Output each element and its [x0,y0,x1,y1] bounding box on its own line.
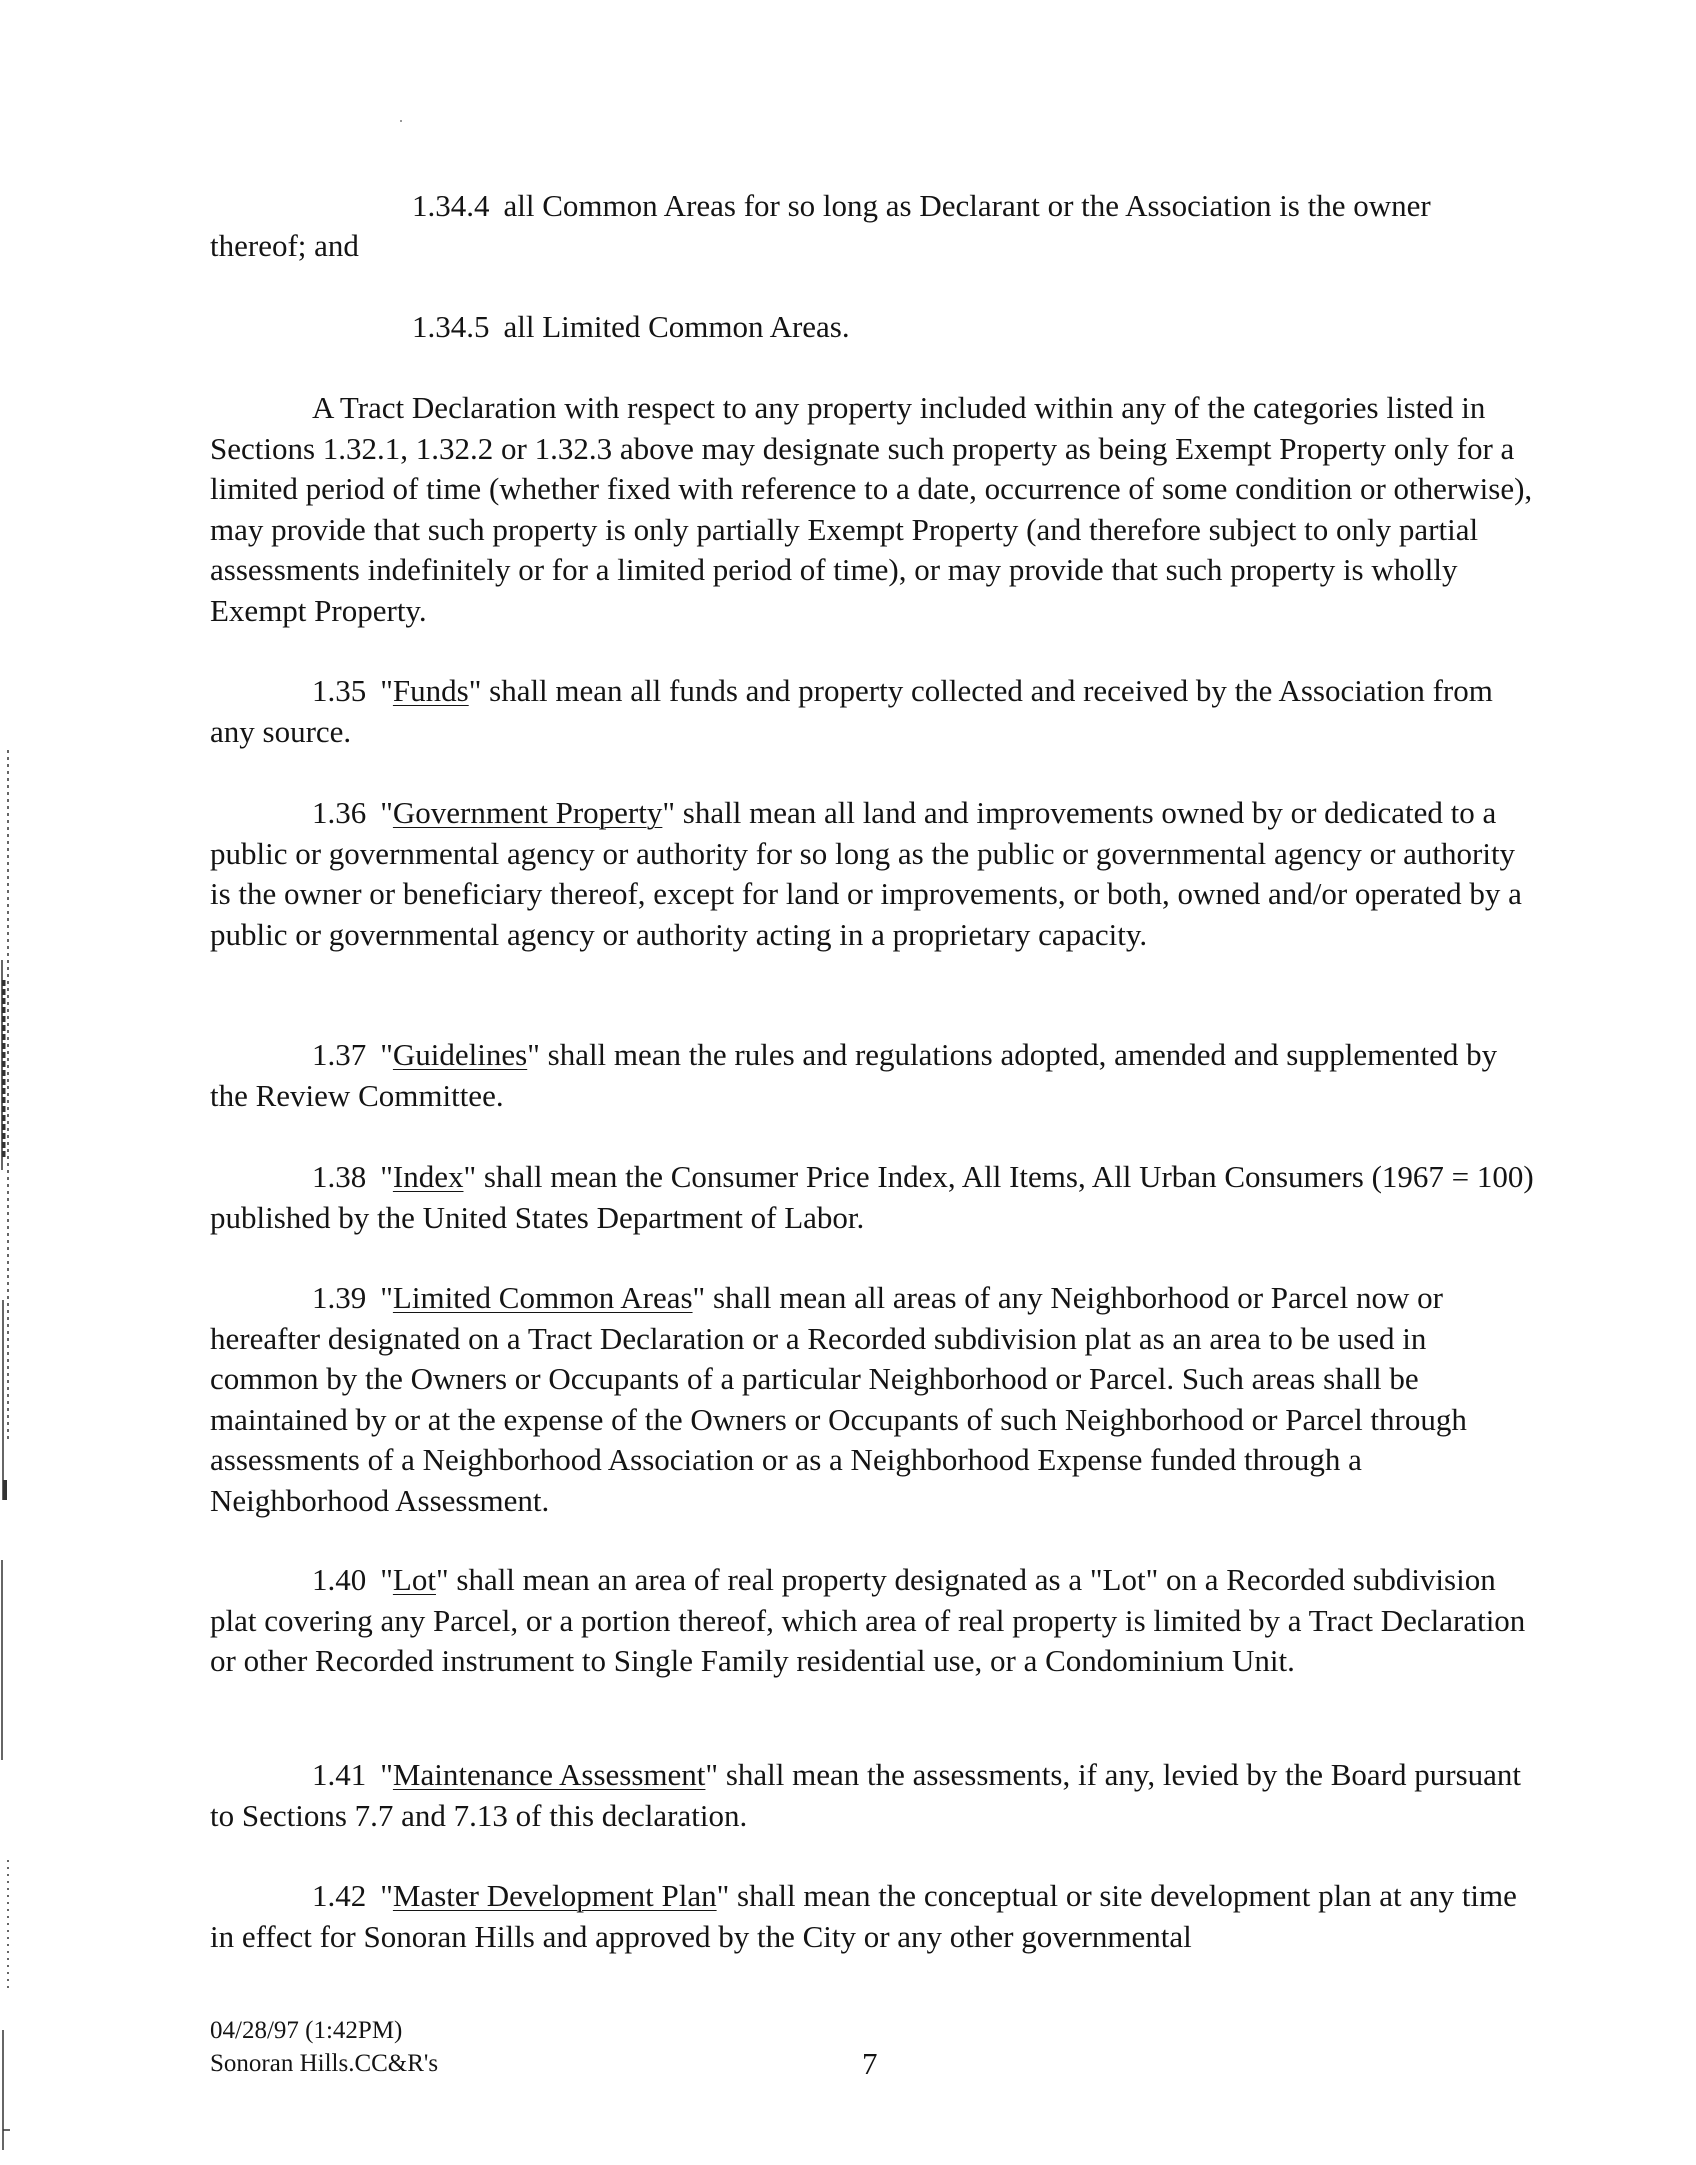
defined-term: Guidelines [392,1037,528,1072]
paragraph-text: A Tract Declaration with respect to any property included within any of the categories listed in Sections 1.32.1, 1.32.2 or 1.32.3 above may designate such property as being Exempt Property only for a limited period of time (whether fixed with reference to a date, occurrence of some condition or otherwise), may provide that such property is only partially Exempt Property (and therefore subject to only partial assessments indefinitely or for a limited period of time), or may provide that such property is wholly Exempt Property. [210,390,1533,628]
subsection-text: all Common Areas for so long as Declarant or the Association is the owner [503,188,1431,223]
scan-edge-marks [0,0,14,2160]
scan-edge-marks-svg [0,0,14,2160]
subsection-text: all Limited Common Areas. [503,309,850,344]
definition-text: shall mean all land and improvements owned by or dedicated to a public or governmental agency or authority for so long as the public or governmental agency or authority is the owner or beneficiary thereof, except for land or improvements, or both, owned and/or operated by a public or governmental agency or authority acting in a proprietary capacity. [210,795,1522,952]
definition-text: shall mean an area of real property designated as a "Lot" on a Recorded subdivision plat covering any Parcel, or a portion thereof, which area of real property is limited by a Tract Declaration or other Recorded instrument to Single Family residential use, or a Condominium Unit. [210,1562,1526,1678]
footer-document-name: Sonoran Hills.CC&R's [210,2050,439,2077]
defined-term: Maintenance Assessment [392,1757,706,1792]
definition-1-36: 1.36 "Government Property" shall mean all land and improvements owned by or dedicated to a public or governmental agency or authority for so long as the public or governmental agency or authority is the owner or beneficiary thereof, except for land or improvements, or both, owned and/or operated by a public or governmental agency or authority acting in a proprietary capacity. [210,795,1522,952]
section-number: 1.37 [312,1037,367,1072]
subsection-1-34-4 [412,186,1431,227]
definition-1-37: 1.37 "Guidelines" shall mean the rules and regulations adopted, amended and supplemented by the Review Committee. [210,1037,1498,1113]
definition-text: shall mean the Consumer Price Index, All Items, All Urban Consumers (1967 = 100) published by the United States Department of Labor. [210,1159,1534,1235]
section-number: 1.42 [312,1878,367,1913]
definition-1-38: 1.38 "Index" shall mean the Consumer Price Index, All Items, All Urban Consumers (1967 = 100) published by the United States Department of Labor. [210,1159,1534,1235]
subsection-1-34-5 [412,307,850,348]
defined-term: Master Development Plan [392,1878,717,1913]
definition-1-41: 1.41 "Maintenance Assessment" shall mean the assessments, if any, levied by the Board pursuant to Sections 7.7 and 7.13 of this declaration. [210,1757,1522,1833]
defined-term: Lot [392,1562,436,1597]
footer-date: 04/28/97 (1:42PM) [210,2017,403,2044]
definition-text: shall mean the assessments, if any, levied by the Board pursuant to Sections 7.7 and 7.13 of this declaration. [210,1757,1522,1833]
defined-term: Index [392,1159,464,1194]
defined-term: Funds [392,673,469,708]
subsection-1-34-4-continuation: thereof; and [210,228,359,263]
subsection-number: 1.34.4 [412,188,490,223]
section-number: 1.39 [312,1280,367,1315]
page-number: 7 [862,2046,878,2081]
exempt-property-paragraph [210,388,1540,631]
defined-term: Government Property [392,795,663,830]
definition-1-35: 1.35 "Funds" shall mean all funds and property collected and received by the Association from any source. [210,673,1493,749]
section-number: 1.40 [312,1562,367,1597]
scan-speck [400,120,402,122]
definition-1-42: 1.42 "Master Development Plan" shall mean the conceptual or site development plan at any time in effect for Sonoran Hills and approved by the City or any other governmental [210,1878,1517,1954]
definition-text: shall mean all areas of any Neighborhood or Parcel now or hereafter designated on a Tract Declaration or a Recorded subdivision plat as an area to be used in common by the Owners or Occupants of a particular Neighborhood or Parcel. Such areas shall be maintained by or at the expense of the Owners or Occupants of such Neighborhood or Parcel through assessments of a Neighborhood Association or as a Neighborhood Expense funded through a Neighborhood Assessment. [210,1280,1467,1518]
section-number: 1.41 [312,1757,367,1792]
document-footer [210,2014,438,2080]
definition-text: shall mean the rules and regulations adopted, amended and supplemented by the Review Committee. [210,1037,1498,1113]
section-number: 1.36 [312,795,367,830]
definition-1-39: 1.39 "Limited Common Areas" shall mean all areas of any Neighborhood or Parcel now or hereafter designated on a Tract Declaration or a Recorded subdivision plat as an area to be used in common by the Owners or Occupants of a particular Neighborhood or Parcel. Such areas shall be maintained by or at the expense of the Owners or Occupants of such Neighborhood or Parcel through assessments of a Neighborhood Association or as a Neighborhood Expense funded through a Neighborhood Assessment. [210,1280,1467,1518]
section-number: 1.38 [312,1159,367,1194]
definition-text: shall mean the conceptual or site development plan at any time in effect for Sonoran Hills and approved by the City or any other governmental [210,1878,1517,1954]
definition-1-40: 1.40 "Lot" shall mean an area of real property designated as a "Lot" on a Recorded subdivision plat covering any Parcel, or a portion thereof, which area of real property is limited by a Tract Declaration or other Recorded instrument to Single Family residential use, or a Condominium Unit. [210,1562,1526,1678]
definition-text: shall mean all funds and property collected and received by the Association from any source. [210,673,1493,749]
subsection-number: 1.34.5 [412,309,490,344]
defined-term: Limited Common Areas [392,1280,693,1315]
section-number: 1.35 [312,673,367,708]
